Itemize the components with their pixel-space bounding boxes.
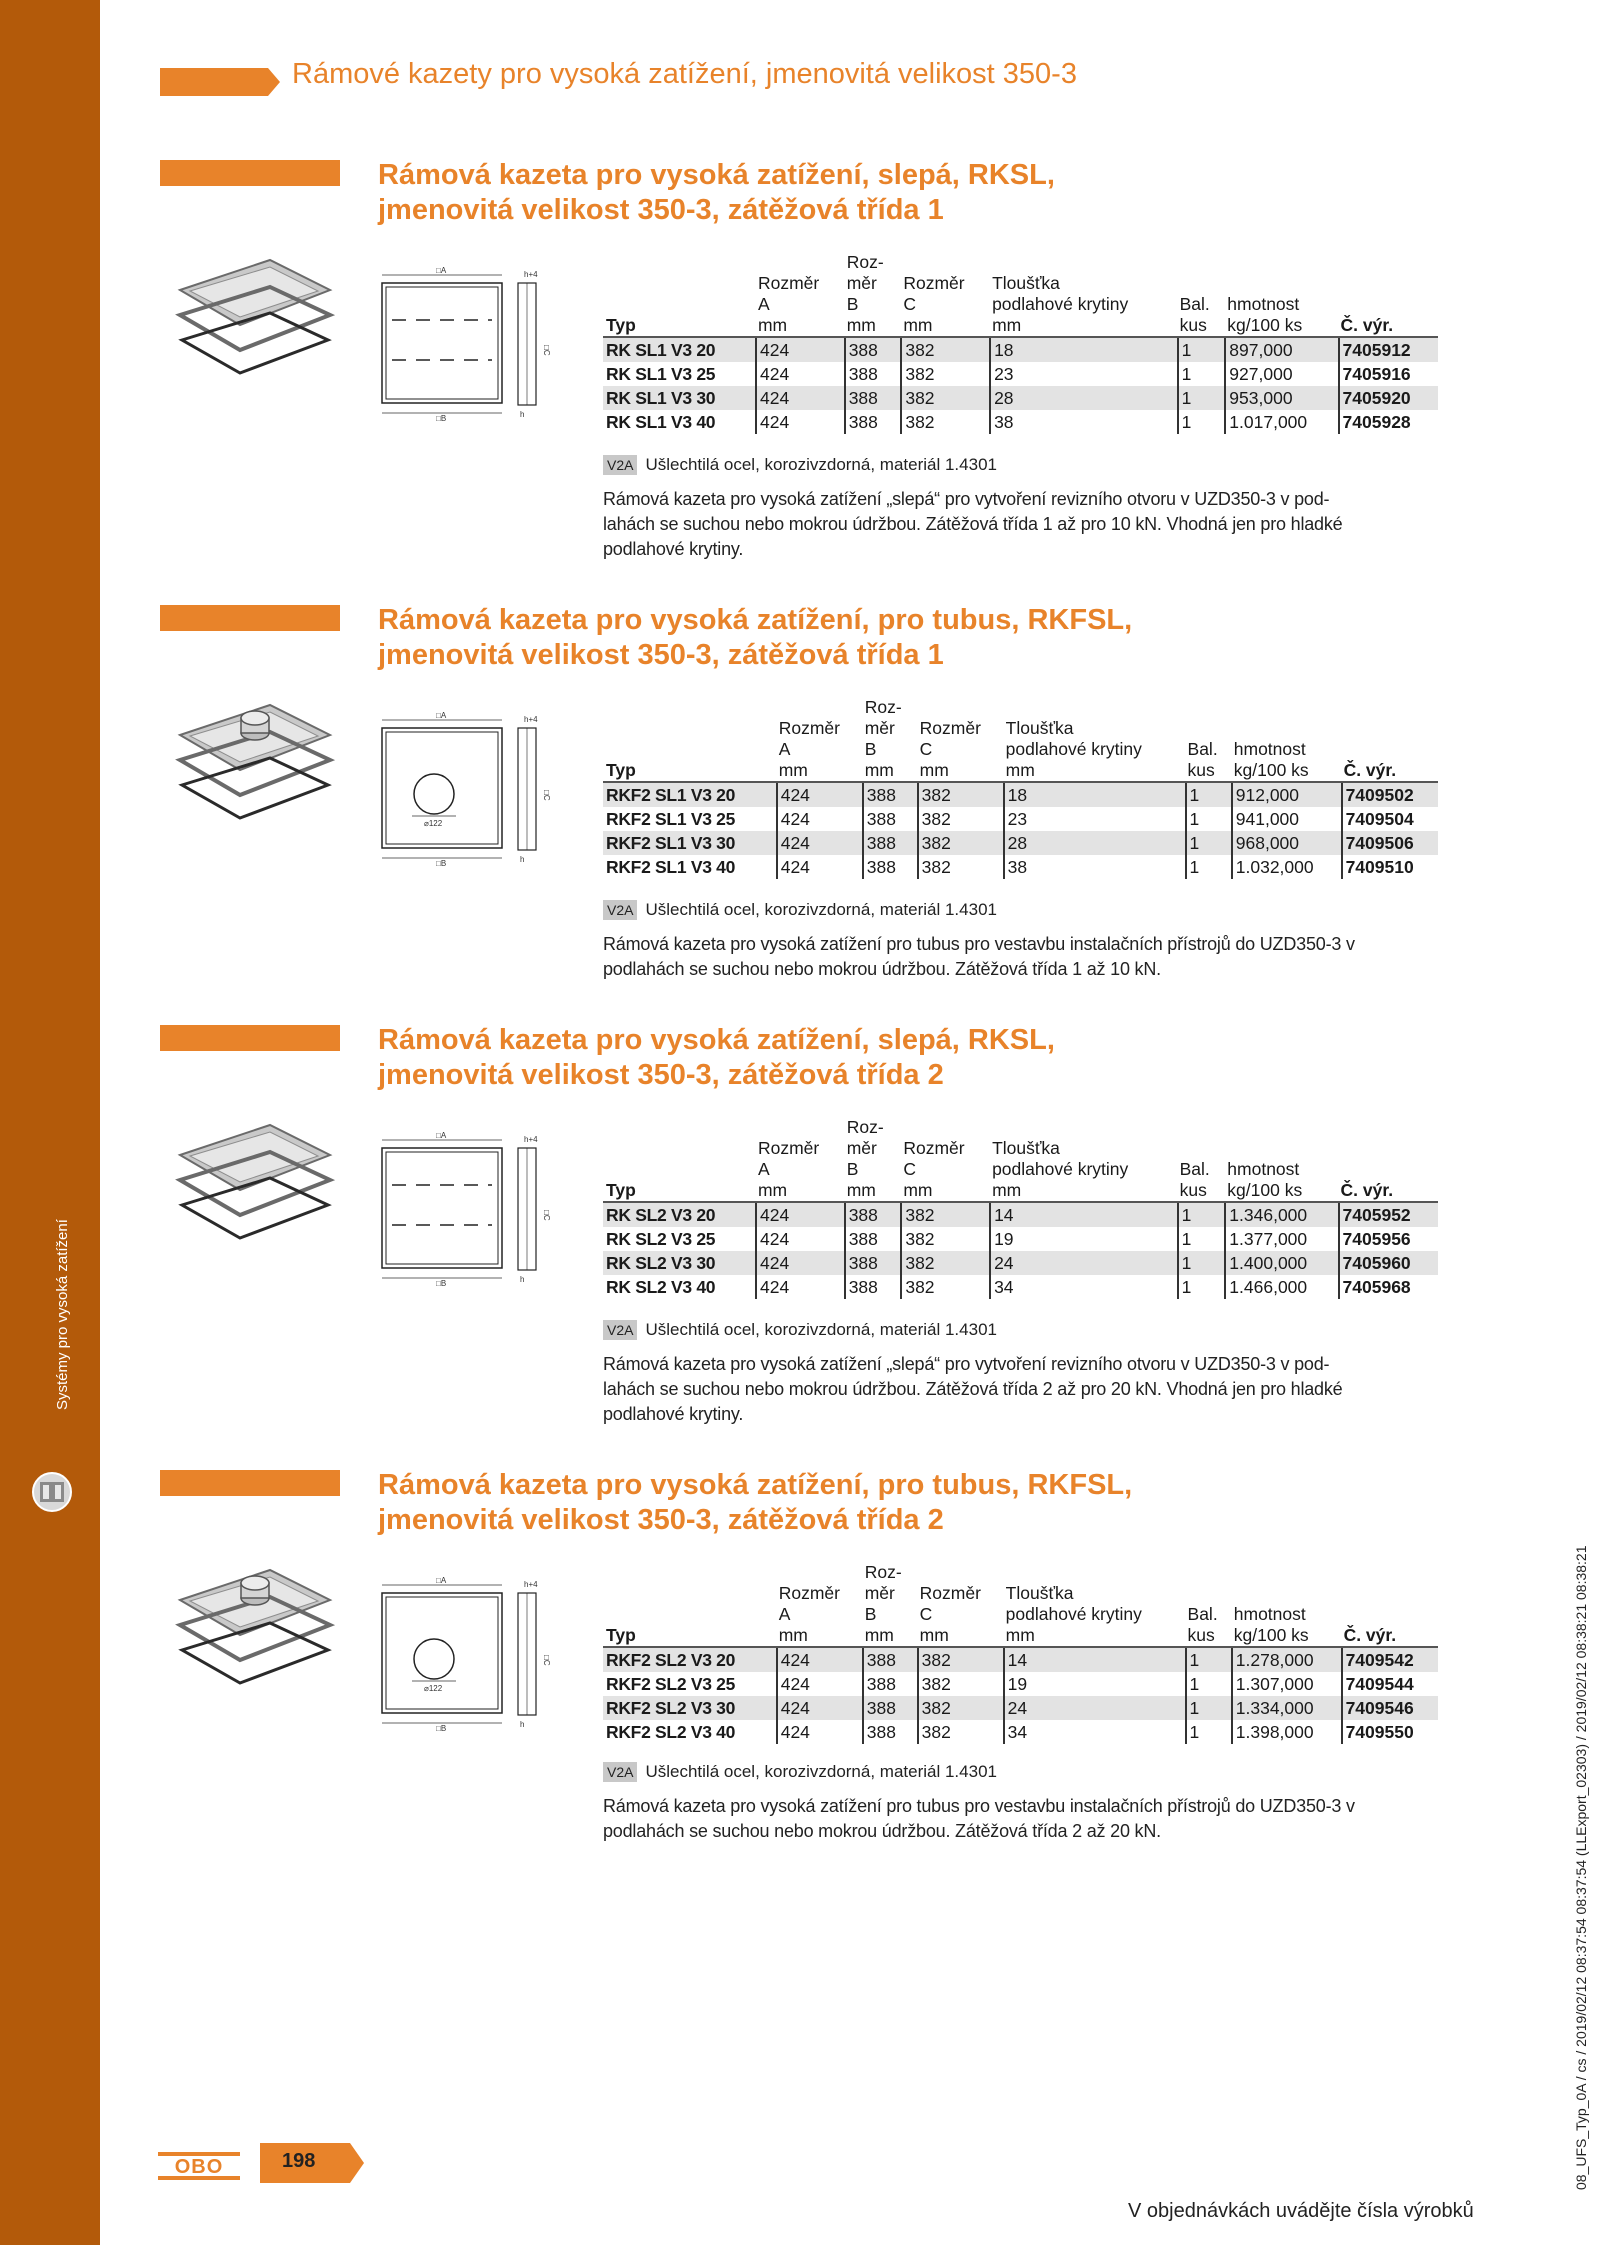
cell-a: 424 — [776, 1648, 862, 1672]
cell-b: 388 — [844, 1227, 901, 1251]
cell-bal: 1 — [1177, 362, 1225, 386]
cell-article-no: 7409546 — [1341, 1696, 1438, 1720]
cell-thickness: 34 — [989, 1275, 1177, 1299]
table-row — [603, 1275, 1438, 1299]
obo-logo — [158, 2152, 240, 2180]
description — [603, 1794, 1433, 1844]
cell-bal: 1 — [1185, 807, 1231, 831]
section-title-line2: jmenovitá velikost 350-3, zátěžová třída 2 — [378, 1504, 944, 1536]
svg-text:h+4: h+4 — [524, 270, 538, 279]
cell-b: 388 — [862, 1672, 917, 1696]
header-c: Rozměr — [919, 718, 981, 738]
spec-table: Roz- Rozměr měr Rozměr Tloušťka A B C podlahové krytiny Bal. hmotnost Typ mm mm mm mm kus kg/100 ks Č. výr. RKF2 SL1 V3 20 424 388 382 18 1 912,000 7409502 RKF2 SL1 V3 25 424 388 382 23 1 941,000 7409504 RKF2 SL1 V3 30 424 388 382 28 1 968,000 7409506 RKF2 SL1 V3 40 424 388 382 38 1 1.032,000 7409510 — [603, 697, 1438, 879]
description-line: lahách se suchou nebo mokrou údržbou. Zátěžová třída 2 až pro 20 kN. Vhodná jen pro hladké — [603, 1379, 1343, 1399]
cell-b: 388 — [862, 855, 917, 879]
header-b: Roz- — [864, 1562, 902, 1582]
description-line: Rámová kazeta pro vysoká zatížení pro tubus pro vestavbu instalačních přístrojů do UZD350-3 v — [603, 1796, 1355, 1816]
cell-bal: 1 — [1185, 783, 1231, 807]
cell-b: 388 — [844, 362, 901, 386]
cell-article-no: 7409504 — [1341, 807, 1438, 831]
side-meta: 08_UFS_Typ_0A / cs / 2019/02/12 08:37:54 08:37:54 (LLExport_02303) / 2019/02/12 08:38:21 08:38:21 — [1573, 1545, 1589, 2190]
material-line — [603, 455, 997, 475]
spec-table: Roz- Rozměr měr Rozměr Tloušťka A B C podlahové krytiny Bal. hmotnost Typ mm mm mm mm kus kg/100 ks Č. výr. RKF2 SL2 V3 20 424 388 382 14 1 1.278,000 7409542 RKF2 SL2 V3 25 424 388 382 19 1 1.307,000 7409544 RKF2 SL2 V3 30 424 388 382 24 1 1.334,000 7409546 RKF2 SL2 V3 40 424 388 382 34 1 1.398,000 7409550 — [603, 1562, 1438, 1744]
cell-bal: 1 — [1185, 1696, 1231, 1720]
cell-weight: 912,000 — [1231, 783, 1341, 807]
cell-a: 424 — [755, 386, 844, 410]
section-title-line2: jmenovitá velikost 350-3, zátěžová třída 1 — [378, 194, 944, 226]
description — [603, 487, 1433, 562]
cell-b: 388 — [844, 1275, 901, 1299]
cell-c: 382 — [917, 1696, 1003, 1720]
cell-typ: RK SL2 V3 25 — [603, 1227, 755, 1251]
header-typ: Typ — [603, 1180, 755, 1203]
cell-typ: RKF2 SL1 V3 25 — [603, 807, 776, 831]
header-c: Rozměr — [919, 1583, 981, 1603]
cell-typ: RKF2 SL1 V3 40 — [603, 855, 776, 879]
cell-weight: 1.278,000 — [1231, 1648, 1341, 1672]
table-row — [603, 783, 1438, 807]
svg-text:□A: □A — [436, 266, 447, 275]
cell-article-no: 7405928 — [1338, 410, 1438, 434]
section-title — [378, 1023, 1055, 1093]
cell-typ: RKF2 SL2 V3 20 — [603, 1648, 776, 1672]
cell-a: 424 — [776, 855, 862, 879]
section-title-line1: Rámová kazeta pro vysoká zatížení, pro tubus, RKFSL, — [378, 1469, 1133, 1501]
product-image — [160, 255, 340, 385]
cell-thickness: 38 — [989, 410, 1177, 434]
cell-thickness: 18 — [1003, 783, 1185, 807]
material-line — [603, 1320, 997, 1340]
svg-text:□C: □C — [542, 790, 551, 801]
cell-thickness: 14 — [989, 1203, 1177, 1227]
cell-typ: RKF2 SL2 V3 30 — [603, 1696, 776, 1720]
material-text: Ušlechtilá ocel, korozivzdorná, materiál 1.4301 — [645, 900, 997, 919]
description-line: podlahové krytiny. — [603, 1404, 744, 1424]
product-image — [160, 1120, 340, 1250]
technical-drawing — [378, 710, 568, 870]
cell-b: 388 — [844, 1203, 901, 1227]
cell-thickness: 24 — [1003, 1696, 1185, 1720]
cell-thickness: 18 — [989, 338, 1177, 362]
header-a: Rozměr — [757, 273, 820, 293]
cell-c: 382 — [900, 386, 989, 410]
svg-text:□C: □C — [542, 1655, 551, 1666]
cell-typ: RK SL1 V3 40 — [603, 410, 755, 434]
cell-c: 382 — [917, 831, 1003, 855]
svg-text:□A: □A — [436, 711, 447, 720]
spec-table: Roz- Rozměr měr Rozměr Tloušťka A B C podlahové krytiny Bal. hmotnost Typ mm mm mm mm kus kg/100 ks Č. výr. RK SL1 V3 20 424 388 382 18 1 897,000 7405912 RK SL1 V3 25 424 388 382 23 1 927,000 7405916 RK SL1 V3 30 424 388 382 28 1 953,000 7405920 RK SL1 V3 40 424 388 382 38 1 1.017,000 7405928 — [603, 252, 1438, 434]
cell-a: 424 — [776, 783, 862, 807]
cell-typ: RKF2 SL2 V3 40 — [603, 1720, 776, 1744]
cell-c: 382 — [900, 338, 989, 362]
header-bal: Bal. — [1187, 739, 1218, 759]
cell-bal: 1 — [1177, 1203, 1225, 1227]
svg-text:⌀122: ⌀122 — [424, 1684, 443, 1693]
description-line: Rámová kazeta pro vysoká zatížení „slepá“ pro vytvoření revizního otvoru v UZD350-3 v pod- — [603, 1354, 1330, 1374]
header-b: Roz- — [846, 1117, 884, 1137]
header-bal: Bal. — [1179, 294, 1210, 314]
description-line: Rámová kazeta pro vysoká zatížení pro tubus pro vestavbu instalačních přístrojů do UZD350-3 v — [603, 934, 1355, 954]
svg-text:h+4: h+4 — [524, 715, 538, 724]
svg-text:h+4: h+4 — [524, 1580, 538, 1589]
cell-typ: RKF2 SL1 V3 20 — [603, 783, 776, 807]
section-title-line1: Rámová kazeta pro vysoká zatížení, pro tubus, RKFSL, — [378, 604, 1133, 636]
cell-thickness: 19 — [989, 1227, 1177, 1251]
technical-drawing — [378, 1575, 568, 1735]
cell-bal: 1 — [1185, 831, 1231, 855]
cell-a: 424 — [755, 1203, 844, 1227]
cell-article-no: 7409502 — [1341, 783, 1438, 807]
cell-a: 424 — [755, 1275, 844, 1299]
description-line: lahách se suchou nebo mokrou údržbou. Zátěžová třída 1 až pro 10 kN. Vhodná jen pro hladké — [603, 514, 1343, 534]
cell-bal: 1 — [1177, 1227, 1225, 1251]
cell-c: 382 — [900, 1203, 989, 1227]
table-row — [603, 410, 1438, 434]
material-badge: V2A — [603, 455, 637, 475]
cell-typ: RKF2 SL1 V3 30 — [603, 831, 776, 855]
cell-c: 382 — [900, 1251, 989, 1275]
section-title-line1: Rámová kazeta pro vysoká zatížení, slepá, RKSL, — [378, 159, 1055, 191]
table-row — [603, 1203, 1438, 1227]
cell-bal: 1 — [1177, 1251, 1225, 1275]
cell-a: 424 — [755, 1227, 844, 1251]
cell-a: 424 — [755, 362, 844, 386]
footer-note: V objednávkách uvádějte čísla výrobků — [1128, 2200, 1474, 2222]
floor-box-icon — [30, 1470, 74, 1514]
side-label: Systémy pro vysoká zatížení — [54, 1219, 71, 1410]
section-bar — [160, 160, 340, 186]
cell-a: 424 — [755, 1251, 844, 1275]
table-row — [603, 338, 1438, 362]
header-a: Rozměr — [778, 1583, 840, 1603]
header-c: Rozměr — [903, 1138, 965, 1158]
cell-article-no: 7405968 — [1338, 1275, 1438, 1299]
description-line: podlahách se suchou nebo mokrou údržbou. Zátěžová třída 2 až 20 kN. — [603, 1821, 1161, 1841]
cell-weight: 1.400,000 — [1224, 1251, 1337, 1275]
cell-b: 388 — [844, 1251, 901, 1275]
description — [603, 1352, 1433, 1427]
cell-b: 388 — [844, 338, 901, 362]
material-line — [603, 900, 997, 920]
cell-thickness: 28 — [1003, 831, 1185, 855]
cell-c: 382 — [917, 1672, 1003, 1696]
header-thickness: Tloušťka — [992, 273, 1060, 293]
table-row — [603, 855, 1438, 879]
spec-table: Roz- Rozměr měr Rozměr Tloušťka A B C podlahové krytiny Bal. hmotnost Typ mm mm mm mm kus kg/100 ks Č. výr. RK SL2 V3 20 424 388 382 14 1 1.346,000 7405952 RK SL2 V3 25 424 388 382 19 1 1.377,000 7405956 RK SL2 V3 30 424 388 382 24 1 1.400,000 7405960 RK SL2 V3 40 424 388 382 34 1 1.466,000 7405968 — [603, 1117, 1438, 1299]
header-typ: Typ — [603, 1625, 776, 1648]
svg-text:□C: □C — [542, 345, 551, 356]
cell-bal: 1 — [1185, 1720, 1231, 1744]
material-text: Ušlechtilá ocel, korozivzdorná, materiál 1.4301 — [645, 1762, 997, 1781]
cell-thickness: 38 — [1003, 855, 1185, 879]
cell-b: 388 — [862, 807, 917, 831]
cell-thickness: 19 — [1003, 1672, 1185, 1696]
cell-a: 424 — [755, 338, 844, 362]
cell-weight: 897,000 — [1224, 338, 1337, 362]
cell-weight: 1.334,000 — [1231, 1696, 1341, 1720]
page-number: 198 — [282, 2150, 316, 2172]
technical-drawing: □A □B ⌀122 h+4 h □C — [378, 1130, 568, 1290]
section-title — [378, 158, 1055, 228]
cell-article-no: 7405952 — [1338, 1203, 1438, 1227]
header-bal: Bal. — [1187, 1604, 1218, 1624]
header-weight: hmotnost — [1233, 739, 1306, 759]
svg-text:h: h — [520, 410, 525, 419]
table-row — [603, 1227, 1438, 1251]
header-bal: Bal. — [1179, 1159, 1210, 1179]
svg-text:h: h — [520, 1720, 525, 1729]
cell-weight: 1.377,000 — [1224, 1227, 1337, 1251]
cell-c: 382 — [900, 410, 989, 434]
side-strip — [0, 0, 100, 2245]
svg-text:□B: □B — [436, 414, 447, 423]
svg-text:h: h — [520, 855, 525, 864]
table-row — [603, 831, 1438, 855]
header-a: Rozměr — [778, 718, 840, 738]
cell-article-no: 7405960 — [1338, 1251, 1438, 1275]
header-b: Roz- — [846, 252, 884, 272]
cell-article-no: 7405956 — [1338, 1227, 1438, 1251]
cell-bal: 1 — [1185, 1672, 1231, 1696]
svg-text:□B: □B — [436, 1724, 447, 1733]
section-title-line2: jmenovitá velikost 350-3, zátěžová třída 2 — [378, 1059, 944, 1091]
cell-thickness: 34 — [1003, 1720, 1185, 1744]
technical-drawing: □A □B ⌀122 h+4 h □C — [378, 265, 568, 425]
table-row — [603, 1720, 1438, 1744]
cell-thickness: 23 — [989, 362, 1177, 386]
cell-bal: 1 — [1177, 386, 1225, 410]
cell-thickness: 24 — [989, 1251, 1177, 1275]
table-row — [603, 1696, 1438, 1720]
header-article-no: Č. výr. — [1338, 315, 1438, 338]
cell-article-no: 7409544 — [1341, 1672, 1438, 1696]
material-badge: V2A — [603, 1762, 637, 1782]
header-b: Roz- — [864, 697, 902, 717]
table-row — [603, 807, 1438, 831]
header-c: Rozměr — [903, 273, 965, 293]
section-title — [378, 603, 1132, 673]
cell-article-no: 7409506 — [1341, 831, 1438, 855]
cell-a: 424 — [776, 1696, 862, 1720]
cell-article-no: 7405912 — [1338, 338, 1438, 362]
description-line: podlahách se suchou nebo mokrou údržbou. Zátěžová třída 1 až 10 kN. — [603, 959, 1161, 979]
cell-article-no: 7405920 — [1338, 386, 1438, 410]
cell-b: 388 — [862, 831, 917, 855]
cell-c: 382 — [900, 1227, 989, 1251]
material-line — [603, 1762, 997, 1782]
cell-thickness: 28 — [989, 386, 1177, 410]
section-bar — [160, 1470, 340, 1496]
cell-c: 382 — [917, 807, 1003, 831]
cell-c: 382 — [917, 1648, 1003, 1672]
cell-typ: RK SL1 V3 25 — [603, 362, 755, 386]
cell-weight: 1.017,000 — [1224, 410, 1337, 434]
header-typ: Typ — [603, 315, 755, 338]
cell-weight: 968,000 — [1231, 831, 1341, 855]
cell-thickness: 14 — [1003, 1648, 1185, 1672]
cell-bal: 1 — [1177, 338, 1225, 362]
cell-thickness: 23 — [1003, 807, 1185, 831]
material-text: Ušlechtilá ocel, korozivzdorná, materiál 1.4301 — [645, 455, 997, 474]
header-arrow — [160, 68, 280, 96]
cell-c: 382 — [900, 1275, 989, 1299]
header-weight: hmotnost — [1233, 1604, 1306, 1624]
svg-text:□A: □A — [436, 1576, 447, 1585]
cell-bal: 1 — [1177, 1275, 1225, 1299]
cell-typ: RK SL2 V3 20 — [603, 1203, 755, 1227]
header-article-no: Č. výr. — [1341, 760, 1438, 783]
description-line: Rámová kazeta pro vysoká zatížení „slepá“ pro vytvoření revizního otvoru v UZD350-3 v pod- — [603, 489, 1330, 509]
section-title-line1: Rámová kazeta pro vysoká zatížení, slepá, RKSL, — [378, 1024, 1055, 1056]
product-image — [160, 1565, 340, 1695]
cell-typ: RK SL2 V3 30 — [603, 1251, 755, 1275]
svg-text:□B: □B — [436, 859, 447, 868]
product-image — [160, 700, 340, 830]
cell-weight: 1.398,000 — [1231, 1720, 1341, 1744]
cell-typ: RKF2 SL2 V3 25 — [603, 1672, 776, 1696]
page-title: Rámové kazety pro vysoká zatížení, jmenovitá velikost 350-3 — [292, 58, 1077, 90]
material-badge: V2A — [603, 900, 637, 920]
cell-article-no: 7409510 — [1341, 855, 1438, 879]
cell-a: 424 — [755, 410, 844, 434]
table-row — [603, 1251, 1438, 1275]
table-row — [603, 386, 1438, 410]
cell-c: 382 — [900, 362, 989, 386]
table-row — [603, 1672, 1438, 1696]
material-badge: V2A — [603, 1320, 637, 1340]
section-title-line2: jmenovitá velikost 350-3, zátěžová třída 1 — [378, 639, 944, 671]
header-typ: Typ — [603, 760, 776, 783]
svg-text:□A: □A — [436, 1131, 447, 1140]
cell-weight: 1.346,000 — [1224, 1203, 1337, 1227]
cell-weight: 927,000 — [1224, 362, 1337, 386]
header-thickness: Tloušťka — [1005, 1583, 1074, 1603]
header-weight: hmotnost — [1227, 294, 1300, 314]
cell-b: 388 — [844, 386, 901, 410]
cell-weight: 953,000 — [1224, 386, 1337, 410]
cell-typ: RK SL2 V3 40 — [603, 1275, 755, 1299]
cell-article-no: 7409542 — [1341, 1648, 1438, 1672]
header-a: Rozměr — [757, 1138, 820, 1158]
header-thickness: Tloušťka — [992, 1138, 1060, 1158]
cell-typ: RK SL1 V3 30 — [603, 386, 755, 410]
cell-c: 382 — [917, 1720, 1003, 1744]
svg-text:□B: □B — [436, 1279, 447, 1288]
cell-weight: 1.307,000 — [1231, 1672, 1341, 1696]
cell-b: 388 — [862, 1648, 917, 1672]
cell-a: 424 — [776, 1672, 862, 1696]
material-text: Ušlechtilá ocel, korozivzdorná, materiál 1.4301 — [645, 1320, 997, 1339]
cell-b: 388 — [862, 1720, 917, 1744]
cell-a: 424 — [776, 1720, 862, 1744]
section-title — [378, 1468, 1132, 1538]
cell-a: 424 — [776, 831, 862, 855]
cell-c: 382 — [917, 783, 1003, 807]
cell-bal: 1 — [1185, 1648, 1231, 1672]
svg-text:OBO: OBO — [174, 2156, 224, 2178]
section-bar — [160, 1025, 340, 1051]
cell-typ: RK SL1 V3 20 — [603, 338, 755, 362]
svg-text:⌀122: ⌀122 — [424, 819, 443, 828]
table-row — [603, 362, 1438, 386]
cell-b: 388 — [844, 410, 901, 434]
cell-bal: 1 — [1185, 855, 1231, 879]
cell-weight: 1.032,000 — [1231, 855, 1341, 879]
section-bar — [160, 605, 340, 631]
svg-text:□C: □C — [542, 1210, 551, 1221]
cell-c: 382 — [917, 855, 1003, 879]
cell-article-no: 7409550 — [1341, 1720, 1438, 1744]
cell-bal: 1 — [1177, 410, 1225, 434]
svg-text:h+4: h+4 — [524, 1135, 538, 1144]
cell-weight: 941,000 — [1231, 807, 1341, 831]
description — [603, 932, 1433, 982]
description-line: podlahové krytiny. — [603, 539, 744, 559]
header-article-no: Č. výr. — [1338, 1180, 1438, 1203]
header-article-no: Č. výr. — [1341, 1625, 1438, 1648]
cell-a: 424 — [776, 807, 862, 831]
table-row — [603, 1648, 1438, 1672]
cell-b: 388 — [862, 783, 917, 807]
cell-weight: 1.466,000 — [1224, 1275, 1337, 1299]
cell-b: 388 — [862, 1696, 917, 1720]
header-thickness: Tloušťka — [1005, 718, 1074, 738]
cell-article-no: 7405916 — [1338, 362, 1438, 386]
header-weight: hmotnost — [1227, 1159, 1300, 1179]
svg-text:h: h — [520, 1275, 525, 1284]
